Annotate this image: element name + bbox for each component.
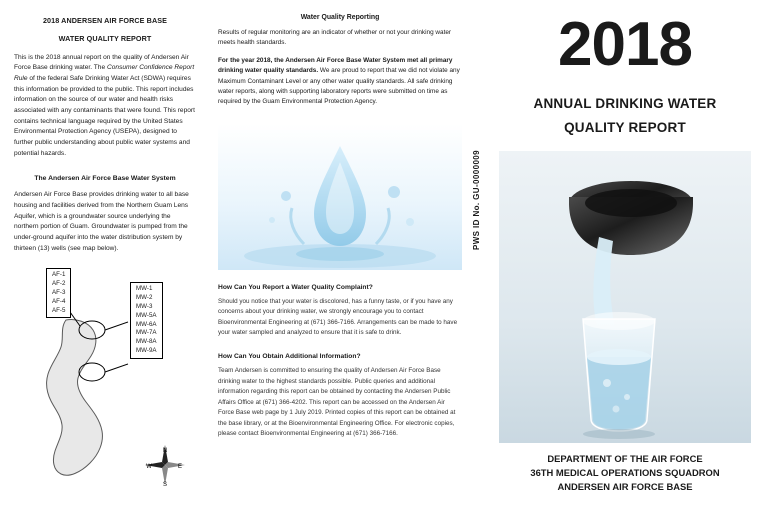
additional-info-body: Team Andersen is committed to ensuring the quality of Andersen Air Force Base drinking water to the highest standards possible. Public queries and additional information regarding this report can be obtained by contacting the Andersen Public Affairs Office at (671) 366-4202. This report can be accessed on the Andersen Air Force Base web page by 1 July 2019. Printed copies of this report can be obtained at the base library, or at the Bioenvironmental Engineering Office. For electronic copies, please contact Bioenvironmental Engineering at (671) 366-7166. bbox=[218, 366, 456, 438]
pws-id-label: PWS ID No. GU-0000009 bbox=[472, 150, 481, 250]
footer-line-2: 36TH MEDICAL OPERATIONS SQUADRON bbox=[530, 466, 720, 478]
report-title-line-1: ANNUAL DRINKING WATER bbox=[533, 96, 717, 111]
mw-well-5a: MW-5A bbox=[136, 311, 157, 319]
mw-well-9a: MW-9A bbox=[136, 346, 157, 354]
complaint-body: Should you notice that your water is discolored, has a funny taste, or if you have any concerns about your drinking water, we strongly encourage you to contact Bioenvironmental Engineering at (671) 366-7166. Arrangements can be made to have your water sampled and analyzed to ensure that it is safe to drink. bbox=[218, 297, 458, 337]
right-panel bbox=[472, 0, 780, 532]
mw-well-2: MW-2 bbox=[136, 294, 153, 302]
mw-wells-callout bbox=[130, 282, 163, 358]
agency-footer bbox=[482, 452, 768, 493]
af-well-1: AF-1 bbox=[52, 271, 66, 279]
water-quality-reporting-heading: Water Quality Reporting bbox=[300, 14, 380, 21]
mw-well-1: MW-1 bbox=[136, 285, 153, 293]
guam-well-map bbox=[14, 268, 196, 498]
year-statement-bold: For the year 2018, the Andersen Air Force Base Water System met all primary drinking water quality standards. bbox=[218, 56, 453, 75]
compass-rose-icon bbox=[142, 442, 188, 488]
water-system-paragraph: Andersen Air Force Base provides drinking water to all base housing and facilities derived from the Northern Guam Lens Aquifer, which is a groundwater source underlying the northern portion of Guam. Groundwater is pumped from the under-ground aquifer into the water distribution system by thirteen (13) wells (see map below). bbox=[14, 191, 189, 252]
left-title-line-2: WATER QUALITY REPORT bbox=[58, 33, 152, 43]
water-splash-photo bbox=[218, 124, 462, 270]
report-title bbox=[482, 92, 768, 139]
footer-line-3: ANDERSEN AIR FORCE BASE bbox=[557, 480, 693, 492]
intro-paragraph bbox=[14, 53, 196, 160]
af-well-3: AF-3 bbox=[52, 288, 66, 296]
complaint-heading: How Can You Report a Water Quality Complaint? bbox=[218, 283, 373, 291]
mw-well-3: MW-3 bbox=[136, 302, 153, 310]
left-title-line-1: 2018 ANDERSEN AIR FORCE BASE bbox=[42, 16, 168, 25]
report-year: 2018 bbox=[558, 10, 692, 79]
svg-text:W: W bbox=[146, 464, 152, 471]
pouring-water-glass-photo bbox=[499, 151, 751, 443]
year-statement-paragraph bbox=[218, 56, 462, 108]
svg-text:S: S bbox=[162, 482, 168, 489]
intro-text-part-2: of the federal Safe Drinking Water Act (SDWA) requires this information be provided to the public. This report includes information on the source of our water and health risks associated with any contaminants that were found. This report contains technical language required by the United States Environmental Protection Agency (USEPA), designed to further public understanding about public water systems and potential hazards. bbox=[14, 74, 195, 157]
footer-line-1: DEPARTMENT OF THE AIR FORCE bbox=[547, 453, 703, 465]
mw-well-6a: MW-6A bbox=[136, 320, 157, 328]
af-well-4: AF-4 bbox=[52, 297, 66, 305]
report-title-line-2: QUALITY REPORT bbox=[564, 119, 686, 135]
intro-text-part-1: This is the 2018 annual report on the quality of Andersen Air Force Base drinking water. The bbox=[14, 53, 189, 72]
water-system-heading: The Andersen Air Force Base Water System bbox=[34, 175, 176, 183]
mw-well-7a: MW-7A bbox=[136, 329, 157, 337]
mw-well-8a: MW-8A bbox=[136, 338, 157, 346]
middle-panel bbox=[208, 0, 476, 532]
additional-info-heading: How Can You Obtain Additional Information? bbox=[218, 352, 361, 360]
af-wells-callout bbox=[46, 268, 71, 318]
intro-italic-phrase: Consumer Confidence Report Rule bbox=[14, 64, 195, 82]
af-well-5: AF-5 bbox=[52, 306, 66, 314]
svg-text:N: N bbox=[162, 448, 168, 455]
svg-text:E: E bbox=[177, 464, 183, 471]
left-panel bbox=[0, 0, 208, 532]
af-well-2: AF-2 bbox=[52, 280, 66, 288]
year-statement-rest: We are proud to report that we did not violate any Maximum Contaminant Level or any other water quality standards. All safe drinking water reports, along with supporting laboratory reports were submitted on time as required by the Guam Environmental Protection Agency. bbox=[218, 67, 460, 106]
water-quality-reporting-body: Results of regular monitoring are an indicator of whether or not your drinking water meets health standards. bbox=[218, 29, 452, 47]
